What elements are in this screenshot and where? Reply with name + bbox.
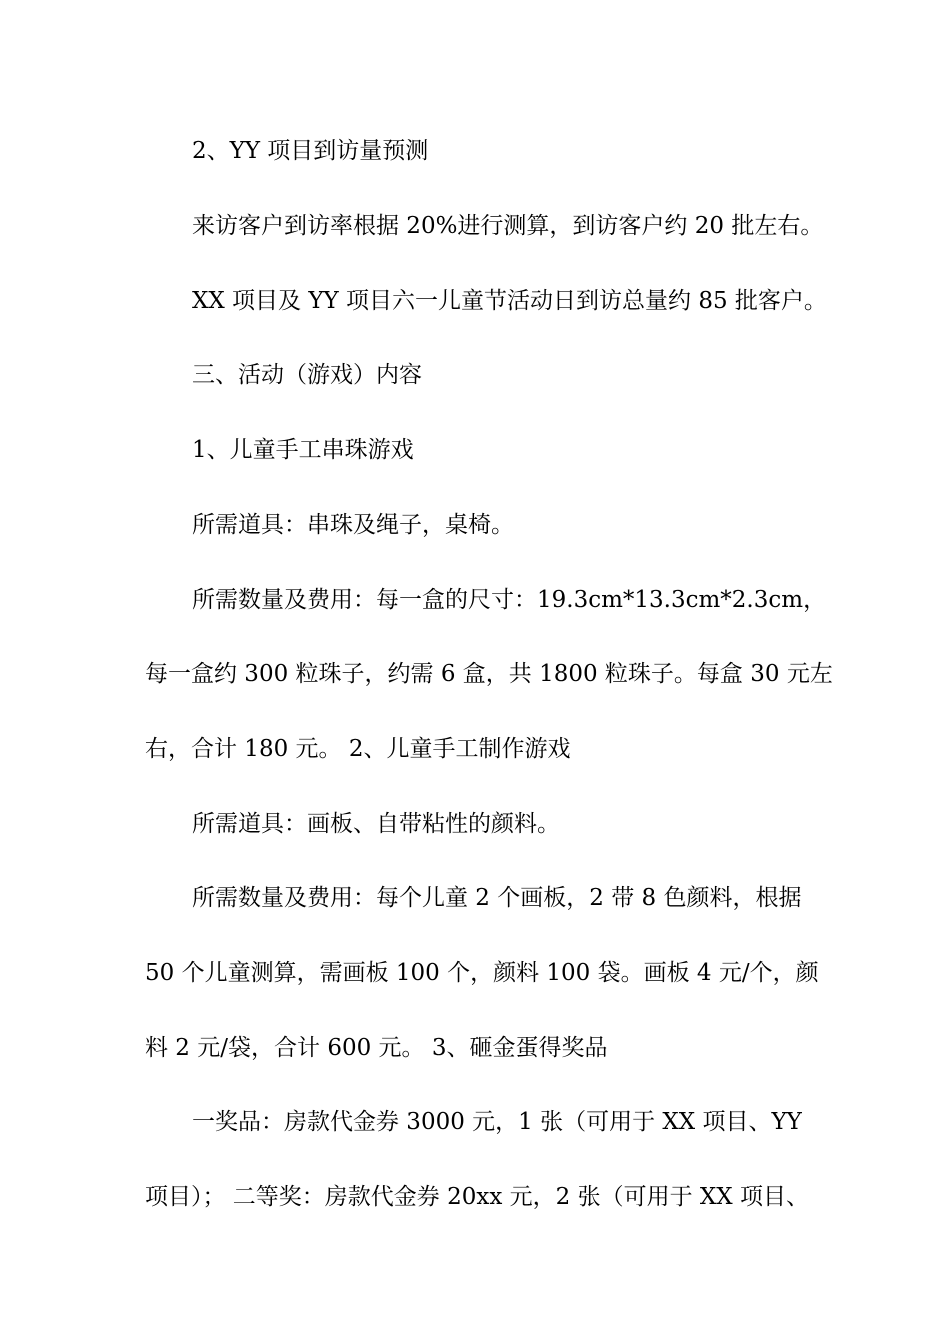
paragraph-line: 所需数量及费用：每一盒的尺寸：19.3cm*13.3cm*2.3cm， (192, 587, 827, 613)
paragraph-line: 所需道具：画板、自带粘性的颜料。 (192, 811, 560, 837)
paragraph-line: 一奖品：房款代金券 3000 元，1 张（可用于 XX 项目、YY (192, 1109, 802, 1135)
paragraph-line: 所需道具：串珠及绳子，桌椅。 (192, 512, 514, 538)
paragraph-line: 料 2 元/袋，合计 600 元。 3、砸金蛋得奖品 (145, 1035, 608, 1061)
paragraph-line: 50 个儿童测算，需画板 100 个，颜料 100 袋。画板 4 元/个，颜 (145, 960, 819, 986)
paragraph-line: 2、YY 项目到访量预测 (192, 138, 429, 164)
subsection-heading: 1、儿童手工串珠游戏 (192, 437, 414, 463)
paragraph-line: 来访客户到访率根据 20%进行测算，到访客户约 20 批左右。 (192, 213, 824, 239)
paragraph-line: 项目）； 二等奖：房款代金券 20xx 元，2 张（可用于 XX 项目、 (145, 1184, 809, 1210)
paragraph-line: 右，合计 180 元。 2、儿童手工制作游戏 (145, 736, 571, 762)
paragraph-line: 所需数量及费用：每个儿童 2 个画板，2 带 8 色颜料，根据 (192, 885, 802, 911)
paragraph-line: 每一盒约 300 粒珠子，约需 6 盒，共 1800 粒珠子。每盒 30 元左 (145, 661, 833, 687)
section-heading: 三、活动（游戏）内容 (192, 362, 422, 388)
paragraph-line: XX 项目及 YY 项目六一儿童节活动日到访总量约 85 批客户。 (192, 288, 827, 314)
